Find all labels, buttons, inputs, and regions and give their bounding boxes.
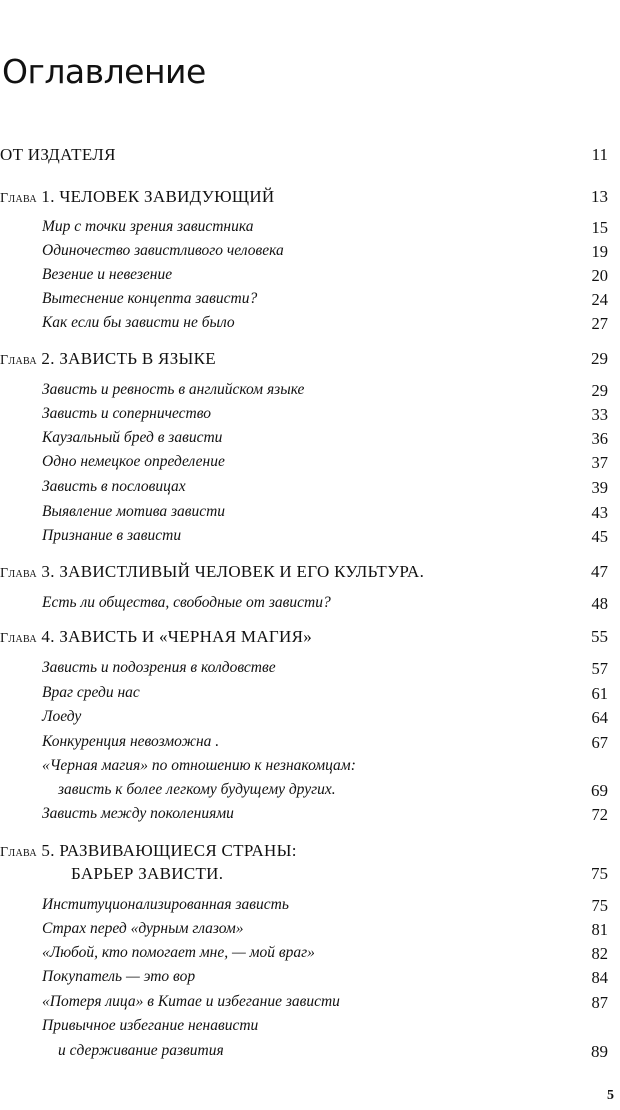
toc-chapter-label — [0, 841, 297, 861]
toc-entry-page: 15 — [591, 218, 608, 237]
toc-entry-page: 81 — [591, 920, 608, 939]
toc-entry-label: Везение и невезение — [42, 266, 173, 283]
toc-chapter-label — [0, 349, 216, 369]
toc-entry-label: Страх перед «дурным глазом» — [42, 920, 244, 937]
toc-entry-label: Мир с точки зрения завистника — [42, 218, 254, 235]
toc-entry-page: 45 — [591, 527, 608, 546]
toc-entry-label: «Потеря лица» в Китае и избегание зависти — [42, 993, 340, 1010]
chapter-prefix: Глава — [0, 631, 37, 646]
toc-entry-label: зависть к более легкому будущему других. — [58, 781, 336, 798]
page-number: 5 — [607, 1088, 614, 1103]
toc-entry-page: 24 — [591, 290, 608, 309]
toc-entry-page: 89 — [591, 1042, 608, 1061]
toc-entry-label: Зависть в пословицах — [42, 478, 186, 495]
toc-entry-page: 69 — [591, 781, 608, 800]
toc-chapter-label — [0, 627, 312, 647]
toc-entry-label: Каузальный бред в зависти — [42, 429, 223, 446]
toc-entry-page: 82 — [591, 944, 608, 963]
toc-entry-label: Лоеду — [42, 708, 82, 725]
toc-entry-page: 29 — [591, 381, 608, 400]
toc-entry-label: ОТ ИЗДАТЕЛЯ — [0, 145, 116, 164]
toc-entry-page: 33 — [591, 405, 608, 424]
toc-entry-label: Вытеснение концепта зависти? — [42, 290, 258, 307]
toc-entry-label: Зависть и соперничество — [42, 405, 212, 422]
toc-entry-page: 19 — [591, 242, 608, 261]
toc-entry-page: 64 — [591, 708, 608, 727]
toc-entry-page: 48 — [591, 594, 608, 613]
toc-chapter-label — [0, 187, 274, 207]
toc-entry-label: Привычное избегание ненависти — [42, 1017, 259, 1034]
toc-entry-page: 47 — [591, 562, 608, 581]
toc-entry-page: 29 — [591, 349, 608, 368]
toc-entry-page: 20 — [591, 266, 608, 285]
toc-entry-page: 27 — [591, 314, 608, 333]
toc-entry-page: 67 — [591, 733, 608, 752]
chapter-prefix: Глава — [0, 353, 37, 368]
toc-entry-label: Институционализированная зависть — [42, 896, 289, 913]
toc-entry-page: 75 — [591, 896, 608, 915]
toc-entry-label: Выявление мотива зависти — [42, 503, 226, 520]
toc-entry-page: 84 — [591, 968, 608, 987]
toc-entry-label: Зависть и подозрения в колдовстве — [42, 659, 276, 676]
toc-entry-page: 36 — [591, 429, 608, 448]
toc-entry-page: 39 — [591, 478, 608, 497]
page-title: Оглавление — [2, 52, 206, 91]
toc-entry-label: «Черная магия» по отношению к незнакомцам: — [42, 757, 356, 774]
toc-entry-label: Покупатель — это вор — [42, 968, 196, 985]
toc-entry-page: 61 — [591, 684, 608, 703]
toc-entry-label: Зависть между поколениями — [42, 805, 234, 822]
toc-entry-label: Как если бы зависти не было — [42, 314, 235, 331]
chapter-prefix: Глава — [0, 845, 37, 860]
toc-entry-label: Конкуренция невозможна . — [42, 733, 220, 750]
toc-entry-label: Признание в зависти — [42, 527, 182, 544]
chapter-title: 3. ЗАВИСТЛИВЫЙ ЧЕЛОВЕК И ЕГО КУЛЬТУРА. — [41, 562, 425, 581]
toc-chapter-label — [0, 562, 424, 582]
toc-entry-page: 75 — [591, 864, 608, 883]
chapter-title: 2. ЗАВИСТЬ В ЯЗЫКЕ — [41, 349, 216, 368]
chapter-title: БАРЬЕР ЗАВИСТИ. — [71, 864, 224, 883]
toc-entry-page: 72 — [591, 805, 608, 824]
toc-entry-page: 11 — [591, 145, 608, 164]
toc-entry-label: Одиночество завистливого человека — [42, 242, 284, 259]
toc-entry-label: Одно немецкое определение — [42, 453, 225, 470]
toc-entry-label: Зависть и ревность в английском языке — [42, 381, 305, 398]
chapter-prefix: Глава — [0, 566, 37, 581]
chapter-title: 4. ЗАВИСТЬ И «ЧЕРНАЯ МАГИЯ» — [41, 627, 313, 646]
toc-entry-label: и сдерживание развития — [58, 1042, 224, 1059]
chapter-title: 5. РАЗВИВАЮЩИЕСЯ СТРАНЫ: — [41, 841, 297, 860]
toc-entry-page: 37 — [591, 453, 608, 472]
toc-entry-page: 55 — [591, 627, 608, 646]
toc-entry-page: 43 — [591, 503, 608, 522]
chapter-title: 1. ЧЕЛОВЕК ЗАВИДУЮЩИЙ — [41, 187, 275, 206]
chapter-prefix: Глава — [0, 191, 37, 206]
toc-entry-page: 87 — [591, 993, 608, 1012]
toc-entry-page: 13 — [591, 187, 608, 206]
toc-entry-label: «Любой, кто помогает мне, — мой враг» — [42, 944, 315, 961]
toc-entry-label: Враг среди нас — [42, 684, 140, 701]
toc-entry-page: 57 — [591, 659, 608, 678]
toc-entry-label: Есть ли общества, свободные от зависти? — [42, 594, 331, 611]
